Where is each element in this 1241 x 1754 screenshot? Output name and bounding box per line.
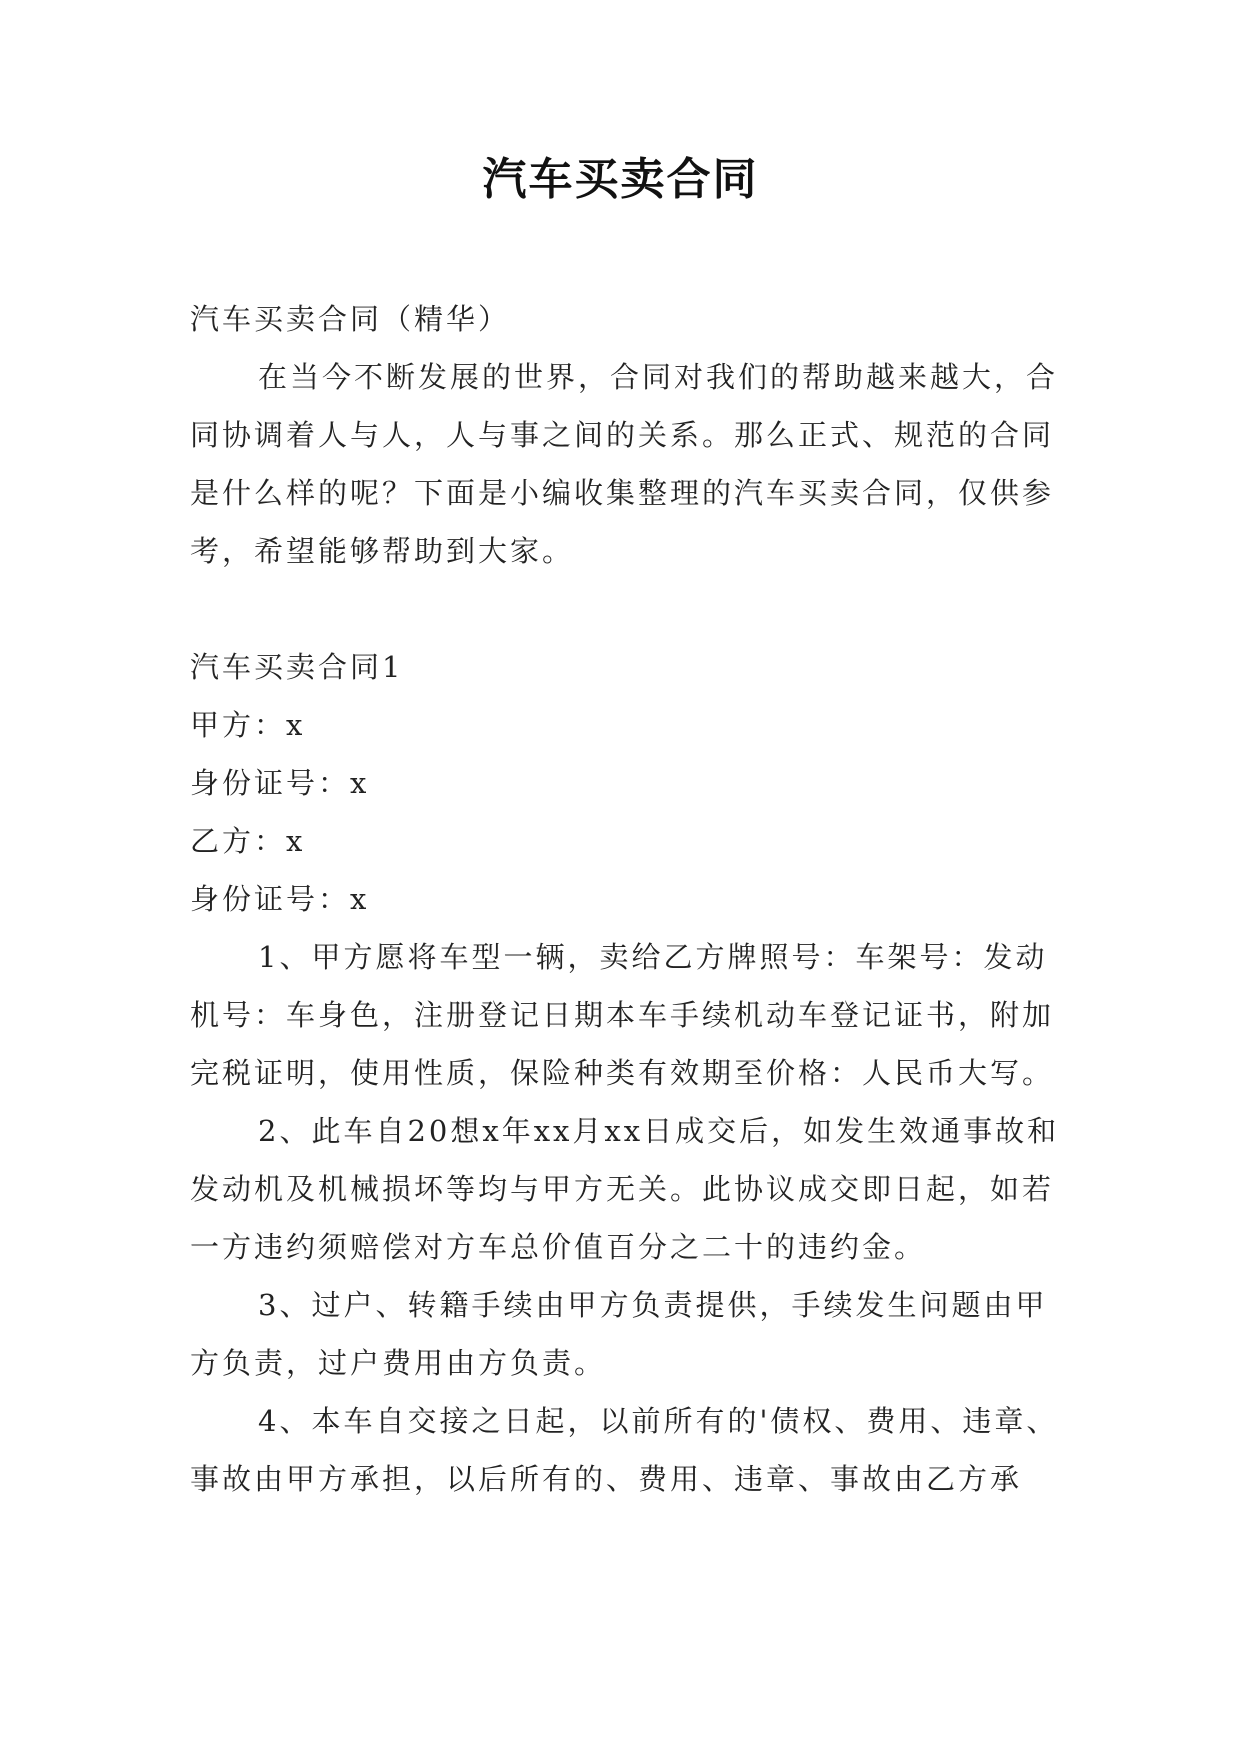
subtitle: 汽车买卖合同（精华） xyxy=(190,302,511,336)
party-b: 乙方：x xyxy=(190,824,306,858)
section-heading: 汽车买卖合同1 xyxy=(190,650,404,684)
document-body xyxy=(190,290,1060,1508)
party-a: 甲方：x xyxy=(190,708,306,742)
clause-4: 4、本车自交接之日起，以前所有的'债权、费用、违章、事故由甲方承担，以后所有的、费用、违章、事故由乙方承 xyxy=(190,1404,1059,1496)
party-a-id: 身份证号：x xyxy=(190,766,370,800)
intro-paragraph: 在当今不断发展的世界，合同对我们的帮助越来越大，合同协调着人与人，人与事之间的关系。那么正式、规范的合同是什么样的呢？下面是小编收集整理的汽车买卖合同，仅供参考，希望能够帮助到大家。 xyxy=(190,360,1059,568)
clause-1: 1、甲方愿将车型一辆，卖给乙方牌照号：车架号：发动机号：车身色，注册登记日期本车手续机动车登记证书，附加完税证明，使用性质，保险种类有效期至价格：人民币大写。 xyxy=(190,940,1055,1090)
clause-2: 2、此车自20想x年xx月xx日成交后，如发生效通事故和发动机及机械损坏等均与甲方无关。此协议成交即日起，如若一方违约须赔偿对方车总价值百分之二十的违约金。 xyxy=(190,1114,1060,1264)
paragraph-gap xyxy=(190,580,1060,638)
party-b-id: 身份证号：x xyxy=(190,882,370,916)
document-title: 汽车买卖合同 xyxy=(482,154,759,205)
clause-3: 3、过户、转籍手续由甲方负责提供，手续发生问题由甲方负责，过户费用由方负责。 xyxy=(190,1288,1048,1380)
